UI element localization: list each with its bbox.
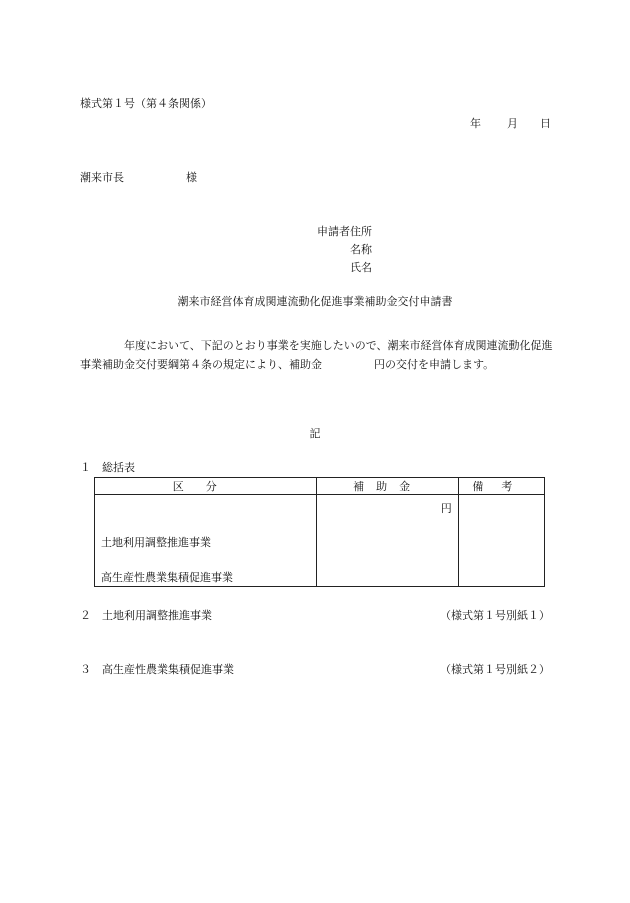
- section-3-ref: （様式第１号別紙２）: [440, 663, 550, 676]
- section-2-heading: [80, 610, 550, 621]
- table-row: 高生産性農業集積促進事業: [101, 571, 233, 584]
- section-2-number: ２: [80, 609, 91, 622]
- section-2-title: 土地利用調整推進事業: [102, 609, 212, 622]
- section-3-title: 高生産性農業集積促進事業: [102, 663, 234, 676]
- document-title: 潮来市経営体育成関連流動化促進事業補助金交付申請書: [177, 295, 453, 308]
- ki-heading: 記: [309, 427, 321, 440]
- date-month: 月: [507, 117, 518, 130]
- section-3-number: ３: [80, 663, 91, 676]
- date-day: 日: [540, 117, 551, 130]
- section-2-ref: （様式第１号別紙１）: [440, 609, 550, 622]
- form-number: 様式第１号（第４条関係）: [80, 97, 212, 110]
- header-biko: 備考: [458, 478, 544, 495]
- hojokin-cell: [317, 495, 458, 587]
- date-year: 年: [470, 117, 481, 130]
- applicant-block: [317, 226, 372, 280]
- applicant-person-label: 氏名: [350, 261, 372, 274]
- body-paragraph: [80, 336, 555, 374]
- biko-cell: [458, 495, 544, 587]
- section-1-number: １: [80, 461, 91, 474]
- section-1-title: 総括表: [102, 461, 135, 474]
- addressee: [80, 172, 197, 183]
- date-line: [470, 118, 551, 129]
- applicant-address-label: 申請者住所: [317, 225, 372, 238]
- applicant-name-label: 名称: [350, 243, 372, 256]
- body-text-part1: 年度において、下記のとおり事業を実施したいので、潮来市経営体育成関連流動化促進事業補助金交付要綱第４条の規定により、補助金: [80, 339, 553, 371]
- addressee-honorific: 様: [186, 171, 197, 184]
- yen-unit: 円: [440, 502, 452, 515]
- summary-table-body: [95, 495, 545, 587]
- section-3-heading: [80, 664, 550, 675]
- kubun-cell: [95, 495, 317, 587]
- summary-table: [94, 477, 545, 587]
- addressee-name: 潮来市長: [80, 171, 124, 184]
- section-1-heading: [80, 462, 135, 473]
- body-text-part2: 円の交付を申請します。: [374, 358, 495, 371]
- header-hojokin: 補助金: [317, 478, 458, 495]
- summary-table-header: [95, 478, 545, 495]
- header-kubun: 区分: [95, 478, 317, 495]
- table-row: 土地利用調整推進事業: [101, 536, 211, 549]
